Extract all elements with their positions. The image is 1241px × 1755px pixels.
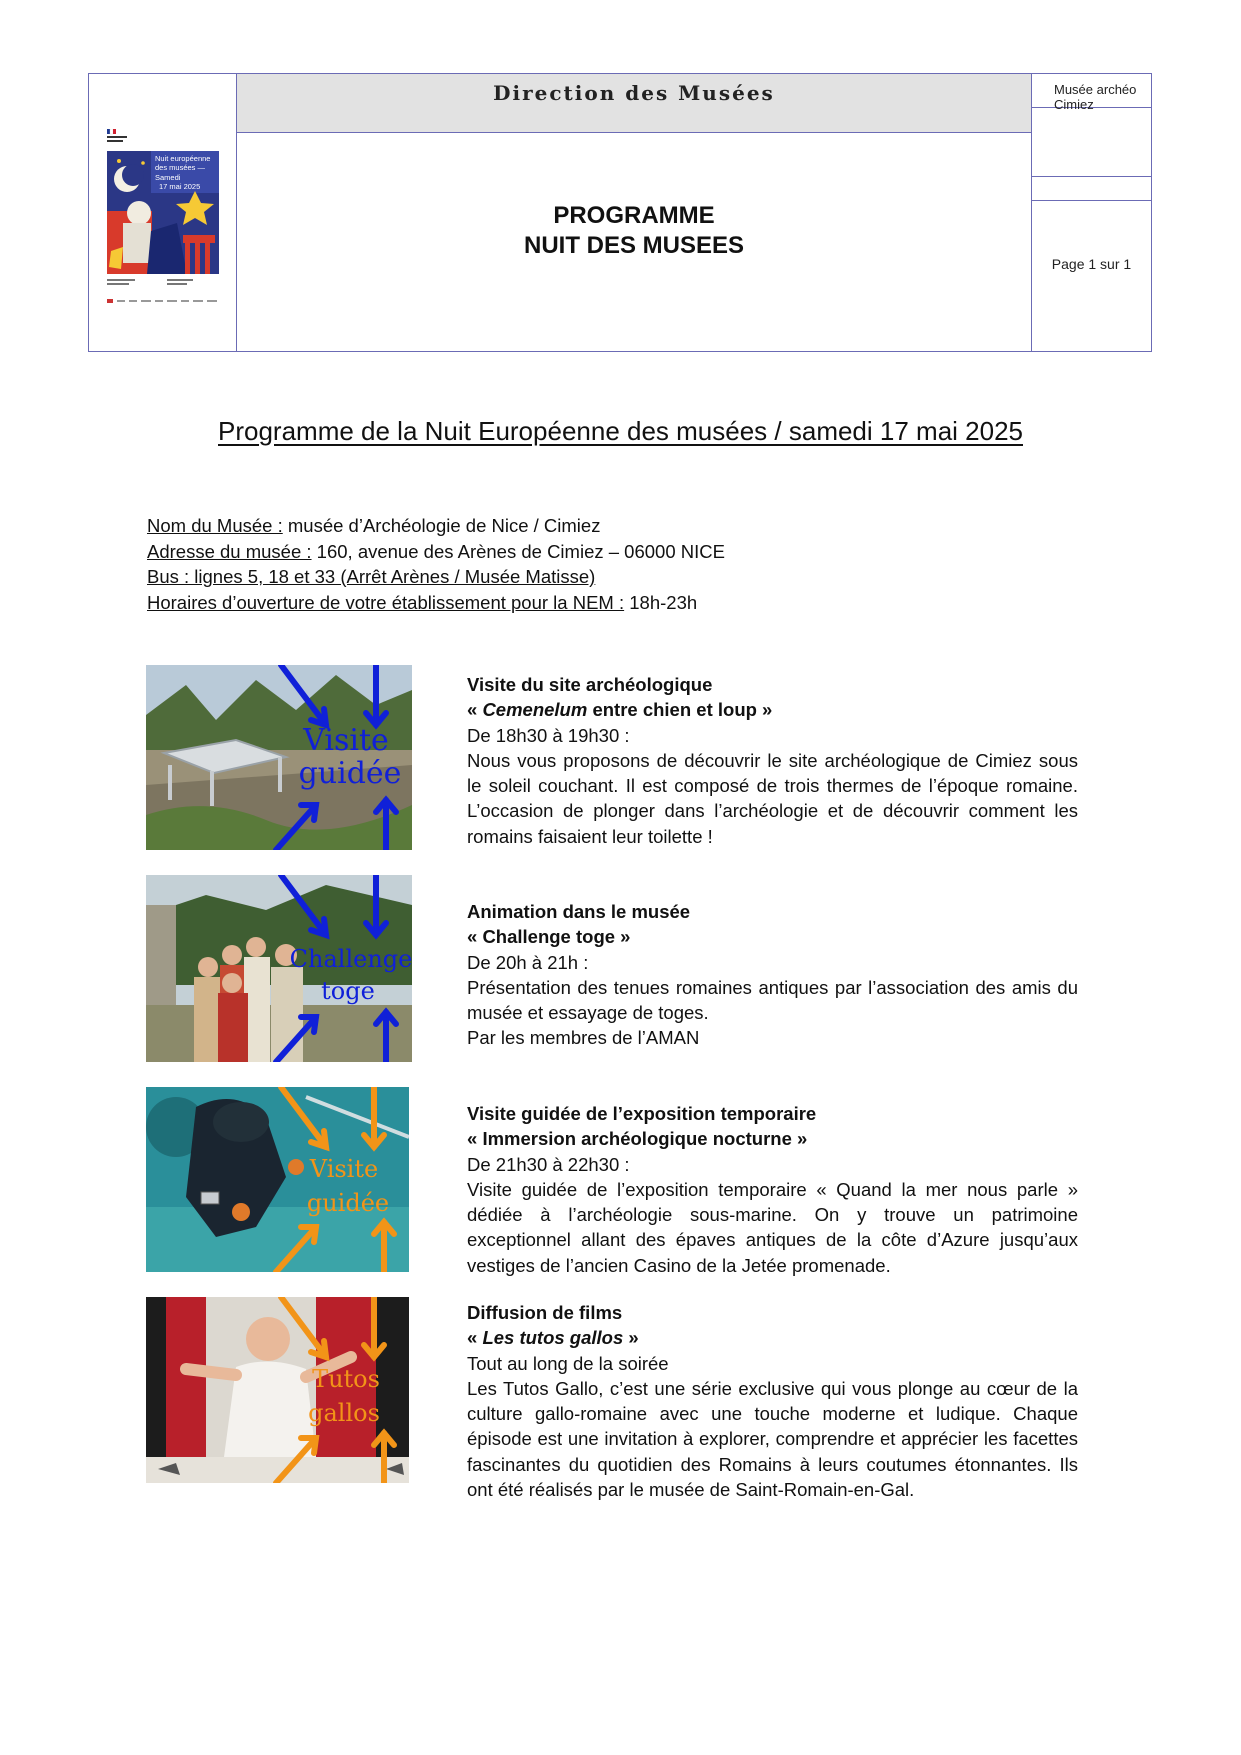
event-2-image — [146, 875, 412, 1062]
event-2-text — [467, 899, 1078, 1051]
page-number: Page 1 sur 1 — [1051, 256, 1132, 272]
event-1-image-text-2: guidée — [298, 756, 402, 791]
museum-hours-line — [147, 590, 725, 616]
header-table — [88, 73, 1152, 352]
programme-title-line-2: NUIT DES MUSEES — [523, 232, 745, 259]
ministry-logo — [107, 129, 137, 145]
programme-title — [237, 201, 1031, 261]
poster-line-4: 17 mai 2025 — [159, 182, 201, 191]
event-4-image-text-2: gallos — [308, 1399, 380, 1427]
event-3-description: Visite guidée de l’exposition temporaire « Quand la mer nous parle » dédiée à l’archéologie sous-marine. On y trouve un patrimoine exceptionnel allant des épaves antiques de la côte d’Azure jusqu’aux vestiges de l’ancien Casino de la Jetée promenade. — [467, 1178, 1078, 1276]
event-3-image — [146, 1087, 409, 1272]
event-4-description: Les Tutos Gallo, c’est une série exclusive qui vous plonge au cœur de la culture gallo-romaine avec une touche moderne et ludique. Chaque épisode est une invitation à explorer, comprendre et apprécier les facettes fascinantes du quotidien des Romains à leurs coutumes étonnantes. Ils ont été réalisés par le musée de Saint-Romain-en-Gal. — [467, 1377, 1078, 1501]
event-1-text — [467, 672, 1078, 849]
museum-name-label: Nom du Musée : — [147, 515, 283, 536]
department-title: Direction des Musées — [237, 74, 1031, 133]
event-3-image-text-2: guidée — [306, 1189, 390, 1217]
event-2-description: Présentation des tenues romaines antiques par l’association des amis du musée et essayage de toges. — [467, 976, 1078, 1024]
event-3-text — [467, 1101, 1078, 1278]
museum-bus-text: Bus : lignes 5, 18 et 33 (Arrêt Arènes / Musée Matisse) — [147, 566, 596, 587]
event-1-description: Nous vous proposons de découvrir le site archéologique de Cimiez sous le soleil couchant. Il est composé de trois thermes de l’époque romaine. L’occasion de plonger dans l’archéologie et de découvrir comment les romains faisaient leur toilette ! — [467, 749, 1078, 847]
poster-line-2: des musées — — [155, 163, 206, 172]
museum-hours-value: 18h-23h — [624, 591, 698, 613]
event-3-title: Visite guidée de l’exposition temporaire — [467, 1103, 817, 1124]
event-1-subtitle: « Cemenelum entre chien et loup » — [467, 699, 773, 721]
event-1-title: Visite du site archéologique — [467, 674, 713, 695]
header-logo-cell — [89, 74, 237, 351]
event-4-image-text-1: Tutos — [312, 1365, 380, 1393]
museum-name-value: musée d’Archéologie de Nice / Cimiez — [282, 515, 601, 536]
poster-line-3: Samedi — [155, 173, 181, 182]
event-1-image-text-1: Visite — [303, 723, 389, 758]
event-2-extra: Par les membres de l’AMAN — [467, 1027, 700, 1049]
event-4-title: Diffusion de films — [467, 1302, 623, 1323]
event-2-title: Animation dans le musée — [467, 901, 691, 922]
museum-name-line — [147, 513, 725, 539]
event-2-time: De 20h à 21h : — [467, 951, 589, 973]
header-title-cell — [237, 74, 1032, 351]
event-1-time: De 18h30 à 19h30 : — [467, 724, 630, 746]
event-1-image — [146, 665, 412, 850]
poster-line-1: Nuit européenne — [155, 154, 211, 163]
event-4-subtitle: « Les tutos gallos » — [467, 1327, 639, 1349]
museum-address-line — [147, 539, 725, 565]
main-title: Programme de la Nuit Européenne des musées / samedi 17 mai 2025 — [218, 416, 1023, 446]
event-2-subtitle: « Challenge toge » — [467, 926, 631, 948]
museum-address-label: Adresse du musée : — [147, 540, 312, 562]
event-2-image-text-2: toge — [321, 977, 375, 1005]
event-3-time: De 21h30 à 22h30 : — [467, 1153, 630, 1175]
poster-partner-logos — [107, 297, 219, 305]
event-3-subtitle: « Immersion archéologique nocturne » — [467, 1128, 808, 1150]
meta-empty-cell-1 — [1032, 108, 1151, 177]
poster-caption — [107, 279, 219, 287]
meta-empty-cell-2 — [1032, 177, 1151, 201]
museum-bus-line — [147, 564, 725, 590]
nem-poster — [107, 129, 219, 324]
site-name: Musée archéo Cimiez — [1032, 74, 1151, 108]
museum-info — [147, 513, 725, 615]
header-meta-cell — [1032, 74, 1151, 351]
event-3-image-text-1: Visite — [309, 1155, 379, 1183]
event-2-image-text-1: Challenge — [289, 945, 412, 973]
museum-hours-label: Horaires d’ouverture de votre établissement pour la NEM : — [147, 591, 625, 613]
event-4-text — [467, 1300, 1078, 1502]
museum-address-value: 160, avenue des Arènes de Cimiez – 06000 NICE — [311, 540, 725, 562]
event-4-time: Tout au long de la soirée — [467, 1352, 669, 1374]
programme-title-line-1: PROGRAMME — [553, 202, 715, 229]
event-4-image — [146, 1297, 409, 1483]
poster-illustration — [107, 151, 219, 274]
